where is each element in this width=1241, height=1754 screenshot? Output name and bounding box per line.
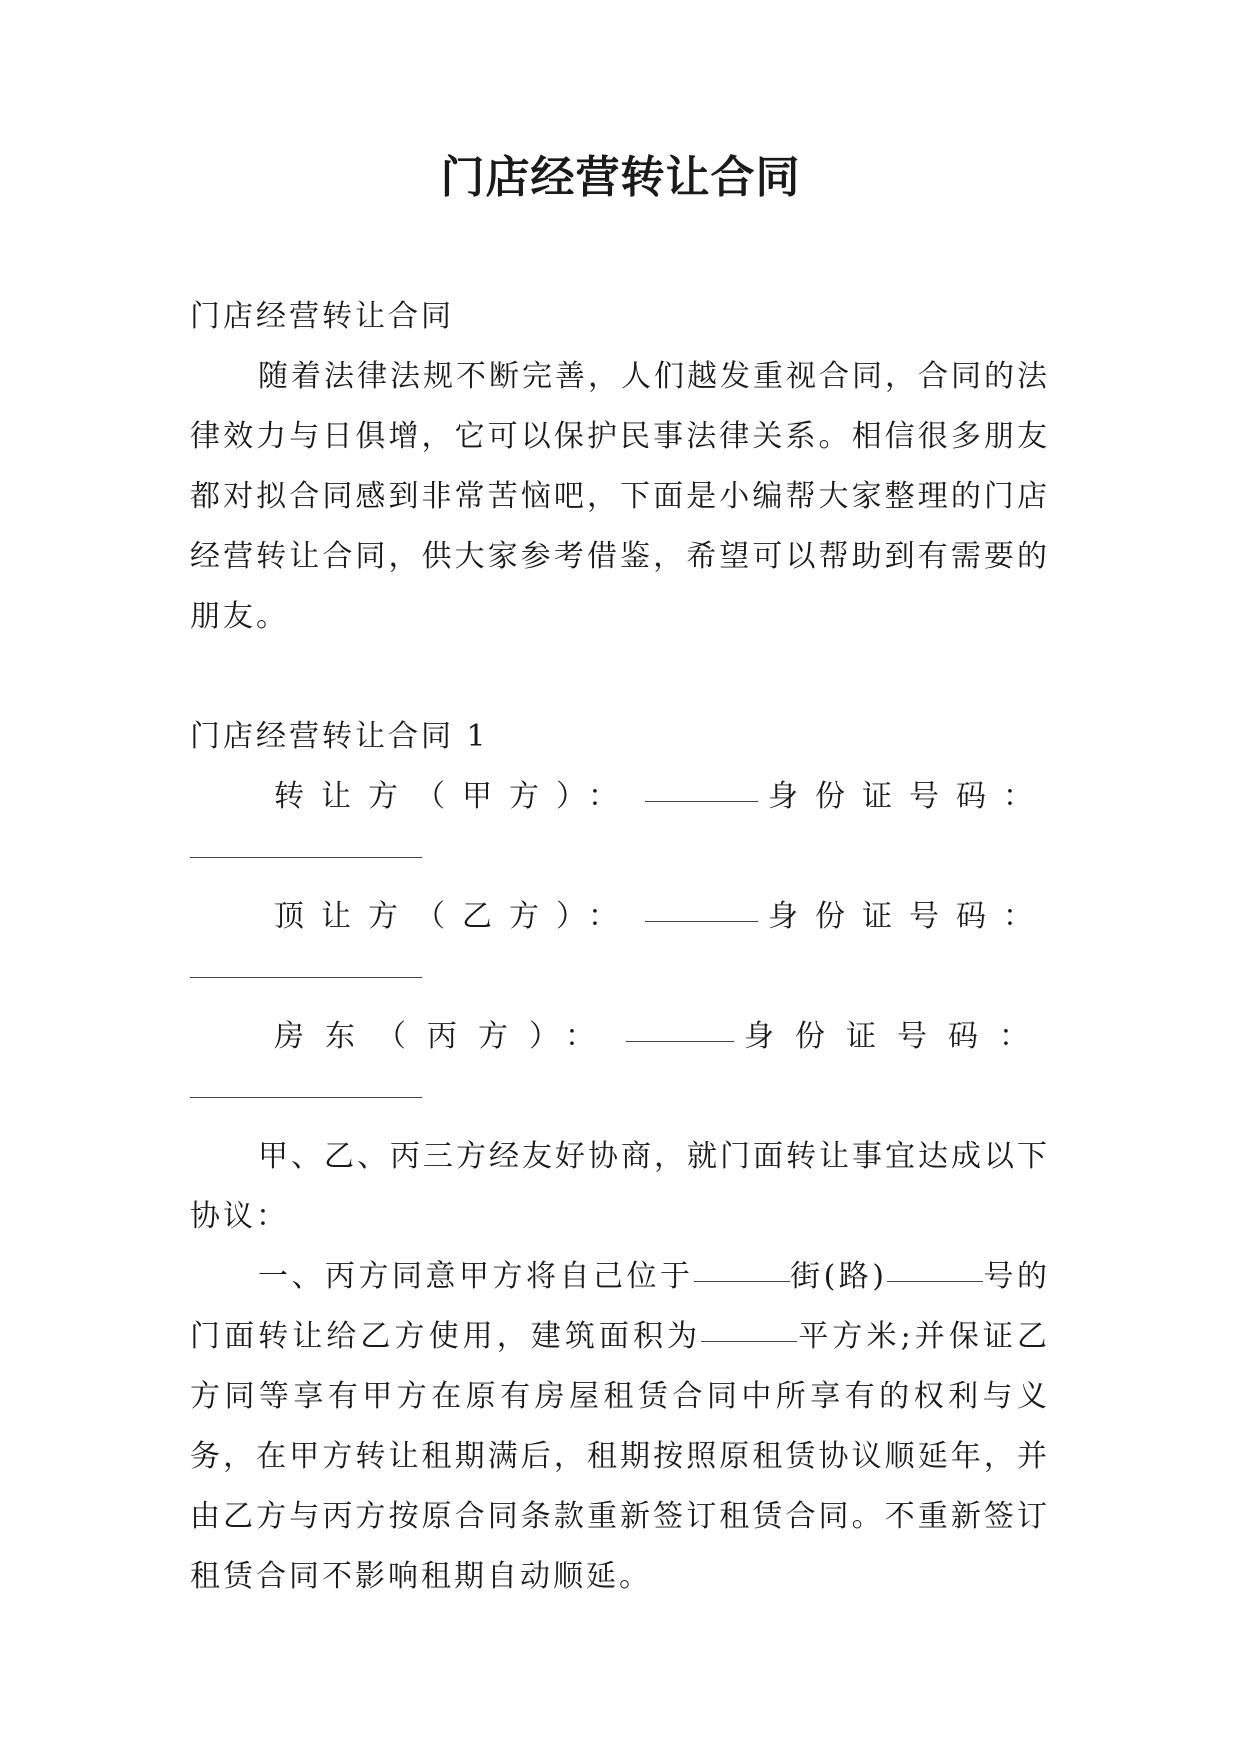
clause-1-part-1: 一、丙方同意甲方将自己位于	[258, 1259, 694, 1294]
area-blank	[701, 1340, 797, 1342]
transferee-id-blank	[190, 977, 422, 978]
party-label-landlord: 房东（丙方）：	[274, 1019, 616, 1054]
party-label-transferor: 转让方（甲方）：	[274, 779, 635, 814]
clause-1-part-4: 平方米;并保证乙方同等享有甲方在原有房屋租赁合同中所享有的权利与义务，在甲方转让租期满后，租期按照原租赁协议顺延年，并由乙方与丙方按原合同条款重新签订租赁合同。不重新签订租赁合同不影响租期自动顺延。	[190, 1319, 1050, 1594]
landlord-id-blank	[190, 1097, 422, 1098]
party-row-landlord	[190, 1007, 1050, 1127]
clause-1-part-3: 号的门面转让给乙方使用，建筑面积为	[190, 1259, 1051, 1354]
transferor-name-blank	[645, 800, 758, 802]
clause-1	[190, 1247, 1050, 1607]
transferee-name-blank	[645, 920, 758, 922]
party-id-label-transferor: 身份证号码：	[768, 779, 1050, 814]
party-id-label-landlord: 身份证号码：	[744, 1019, 1050, 1054]
party-row-transferee	[190, 887, 1050, 1007]
agreement-intro: 甲、乙、丙三方经友好协商，就门面转让事宜达成以下协议：	[190, 1139, 1050, 1234]
transferor-id-blank	[190, 857, 422, 858]
party-row-transferor	[190, 767, 1050, 887]
party-label-transferee: 顶让方（乙方）：	[274, 899, 635, 934]
section-heading: 门店经营转让合同 1	[190, 719, 489, 754]
party-id-label-transferee: 身份证号码：	[768, 899, 1050, 934]
document-subtitle: 门店经营转让合同	[190, 299, 454, 334]
number-blank	[887, 1280, 983, 1282]
street-blank	[694, 1280, 790, 1282]
document-title: 门店经营转让合同	[440, 152, 801, 203]
paragraph-gap	[190, 647, 1050, 707]
clause-1-part-2: 街(路)	[789, 1259, 887, 1294]
document-body	[190, 287, 1050, 1607]
landlord-name-blank	[626, 1040, 734, 1042]
intro-paragraph: 随着法律法规不断完善，人们越发重视合同，合同的法律效力与日俱增，它可以保护民事法律关系。相信很多朋友都对拟合同感到非常苦恼吧，下面是小编帮大家整理的门店经营转让合同，供大家参考借鉴，希望可以帮助到有需要的朋友。	[190, 359, 1050, 634]
